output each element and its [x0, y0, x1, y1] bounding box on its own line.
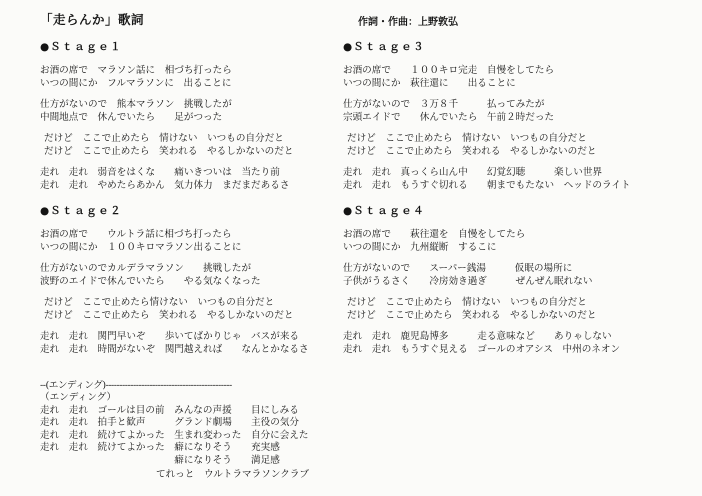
lyric-line: 走れ 走れ もうすぐ切れる 朝までもたない ヘッドのライト — [343, 180, 631, 191]
refrain — [40, 330, 360, 356]
chorus — [40, 132, 360, 158]
stage-heading-label: Ｓｔａｇｅ３ — [353, 41, 426, 53]
verse — [343, 64, 663, 90]
bullet-dot-icon: ● — [40, 41, 50, 53]
bullet-dot-icon: ● — [343, 205, 353, 217]
stage-heading — [40, 204, 360, 218]
chorus — [343, 132, 663, 158]
lyric-line: 波野のエイドで休んでいたら やる気なくなった — [40, 276, 261, 287]
ending-section — [40, 380, 360, 482]
lyric-line: だけど ここで止めたら 情けない いつもの自分だと — [347, 133, 587, 144]
lyric-line: だけど ここで止めたら 情けない いつもの自分だと — [347, 297, 587, 308]
refrain — [343, 330, 663, 356]
lyric-line: いつの間にか １００キロマラソン出ることに — [40, 242, 242, 253]
left-column — [40, 40, 360, 364]
lyric-line: だけど ここで止めたら情けない いつもの自分だと — [44, 297, 275, 308]
stage-heading-label: Ｓｔａｇｅ１ — [50, 41, 123, 53]
lyric-line: 走れ 走れ 鹿児島博多 走る意味など ありゃしない — [343, 331, 612, 342]
lyric-line: 仕方がないので ３万８千 払ってみたが — [343, 99, 545, 110]
stage-heading-label: Ｓｔａｇｅ４ — [353, 205, 426, 217]
ending-divider: --(エンディング)---------------------------------------------- — [40, 380, 232, 391]
lyric-line: 走れ 走れ 続けてよかった 癖になりそう 充実感 — [40, 442, 280, 453]
lyric-line: 癖になりそう 満足感 — [40, 454, 280, 466]
verse — [343, 228, 663, 254]
author-credit: 作詞・作曲：上野敦弘 — [358, 17, 458, 28]
club-credit: てれっと ウルトラマラソンクラブ — [156, 469, 310, 480]
lyric-line: 走れ 走れ 拍手と歓声 グランド劇場 主役の気分 — [40, 417, 300, 428]
lyric-line: お酒の席で １００キロ完走 自慢をしてたら — [343, 65, 555, 76]
stage-heading — [40, 40, 360, 54]
lyric-line: 走れ 走れ 続けてよかった 生まれ変わった 自分に会えた — [40, 429, 309, 441]
lyric-line: 走れ 走れ 真っくら山ん中 幻覚幻聴 楽しい世界 — [343, 167, 603, 178]
lyric-line: 中間地点で 休んでいたら 足がつった — [40, 112, 223, 123]
bullet-dot-icon: ● — [343, 41, 353, 53]
lyric-line: だけど ここで止めたら 笑われる やるしかないのだと — [347, 146, 597, 157]
chorus — [40, 296, 360, 322]
verse — [40, 98, 360, 124]
chorus — [343, 296, 663, 322]
lyric-line: 仕方がないのでカルデラマラソン 挑戦したが — [40, 263, 252, 274]
lyric-line: 子供がうるさく 冷房効き過ぎ ぜんぜん眠れない — [343, 276, 593, 287]
lyric-line: だけど ここで止めたら 情けない いつもの自分だと — [44, 133, 284, 144]
bullet-dot-icon: ● — [40, 205, 50, 217]
refrain — [343, 166, 663, 192]
lyric-line: 走れ 走れ ゴールは目の前 みんなの声援 目にしみる — [40, 404, 299, 416]
ending-label: （エンディング） — [40, 392, 117, 403]
lyric-line: 宗頭エイドで 休んでいたら 午前２時だった — [343, 112, 555, 123]
lyric-line: だけど ここで止めたら 笑われる やるしかないのだと — [347, 310, 597, 321]
lyric-line: お酒の席で 萩往還を 自慢をしてたら — [343, 229, 526, 240]
lyric-line: お酒の席で ウルトラ話に相づち打ったら — [40, 229, 232, 240]
stage-heading-label: Ｓｔａｇｅ２ — [50, 205, 123, 217]
lyric-line: 仕方がないので 熊本マラソン 挑戦したが — [40, 99, 232, 110]
lyric-line: 走れ 走れ もうすぐ見える ゴールのオアシス 中州のネオン — [343, 344, 621, 355]
lyric-line: いつの間にか 萩往還に 出ることに — [343, 78, 516, 89]
lyric-line: 走れ 走れ やめたらあかん 気力体力 まだまだあるさ — [40, 180, 290, 191]
verse — [40, 262, 360, 288]
lyric-line: だけど ここで止めたら 笑われる やるしかないのだと — [44, 146, 294, 157]
lyric-line: 走れ 走れ 関門早いぞ 歩いてばかりじゃ バスが来る — [40, 331, 300, 342]
lyric-line: 仕方がないので スーパー銭湯 仮眠の場所に — [343, 263, 573, 274]
right-column — [343, 40, 663, 364]
lyric-line: いつの間にか フルマラソンに 出ることに — [40, 78, 232, 89]
lyric-line: 走れ 走れ 時間がないぞ 関門越えれば なんとかなるさ — [40, 344, 309, 355]
refrain — [40, 166, 360, 192]
stage-heading — [343, 204, 663, 218]
lyric-line: いつの間にか 九州縦断 するこに — [343, 242, 497, 253]
verse — [343, 98, 663, 124]
page-title: 「走らんか」歌詞 — [40, 12, 145, 27]
lyric-line: お酒の席で マラソン話に 相づち打ったら — [40, 65, 232, 76]
verse — [343, 262, 663, 288]
lyric-line: 走れ 走れ 弱音をはくな 痛いきついは 当たり前 — [40, 167, 280, 178]
verse — [40, 228, 360, 254]
lyric-line: だけど ここで止めたら 笑われる やるしかないのだと — [44, 310, 294, 321]
verse — [40, 64, 360, 90]
stage-heading — [343, 40, 663, 54]
